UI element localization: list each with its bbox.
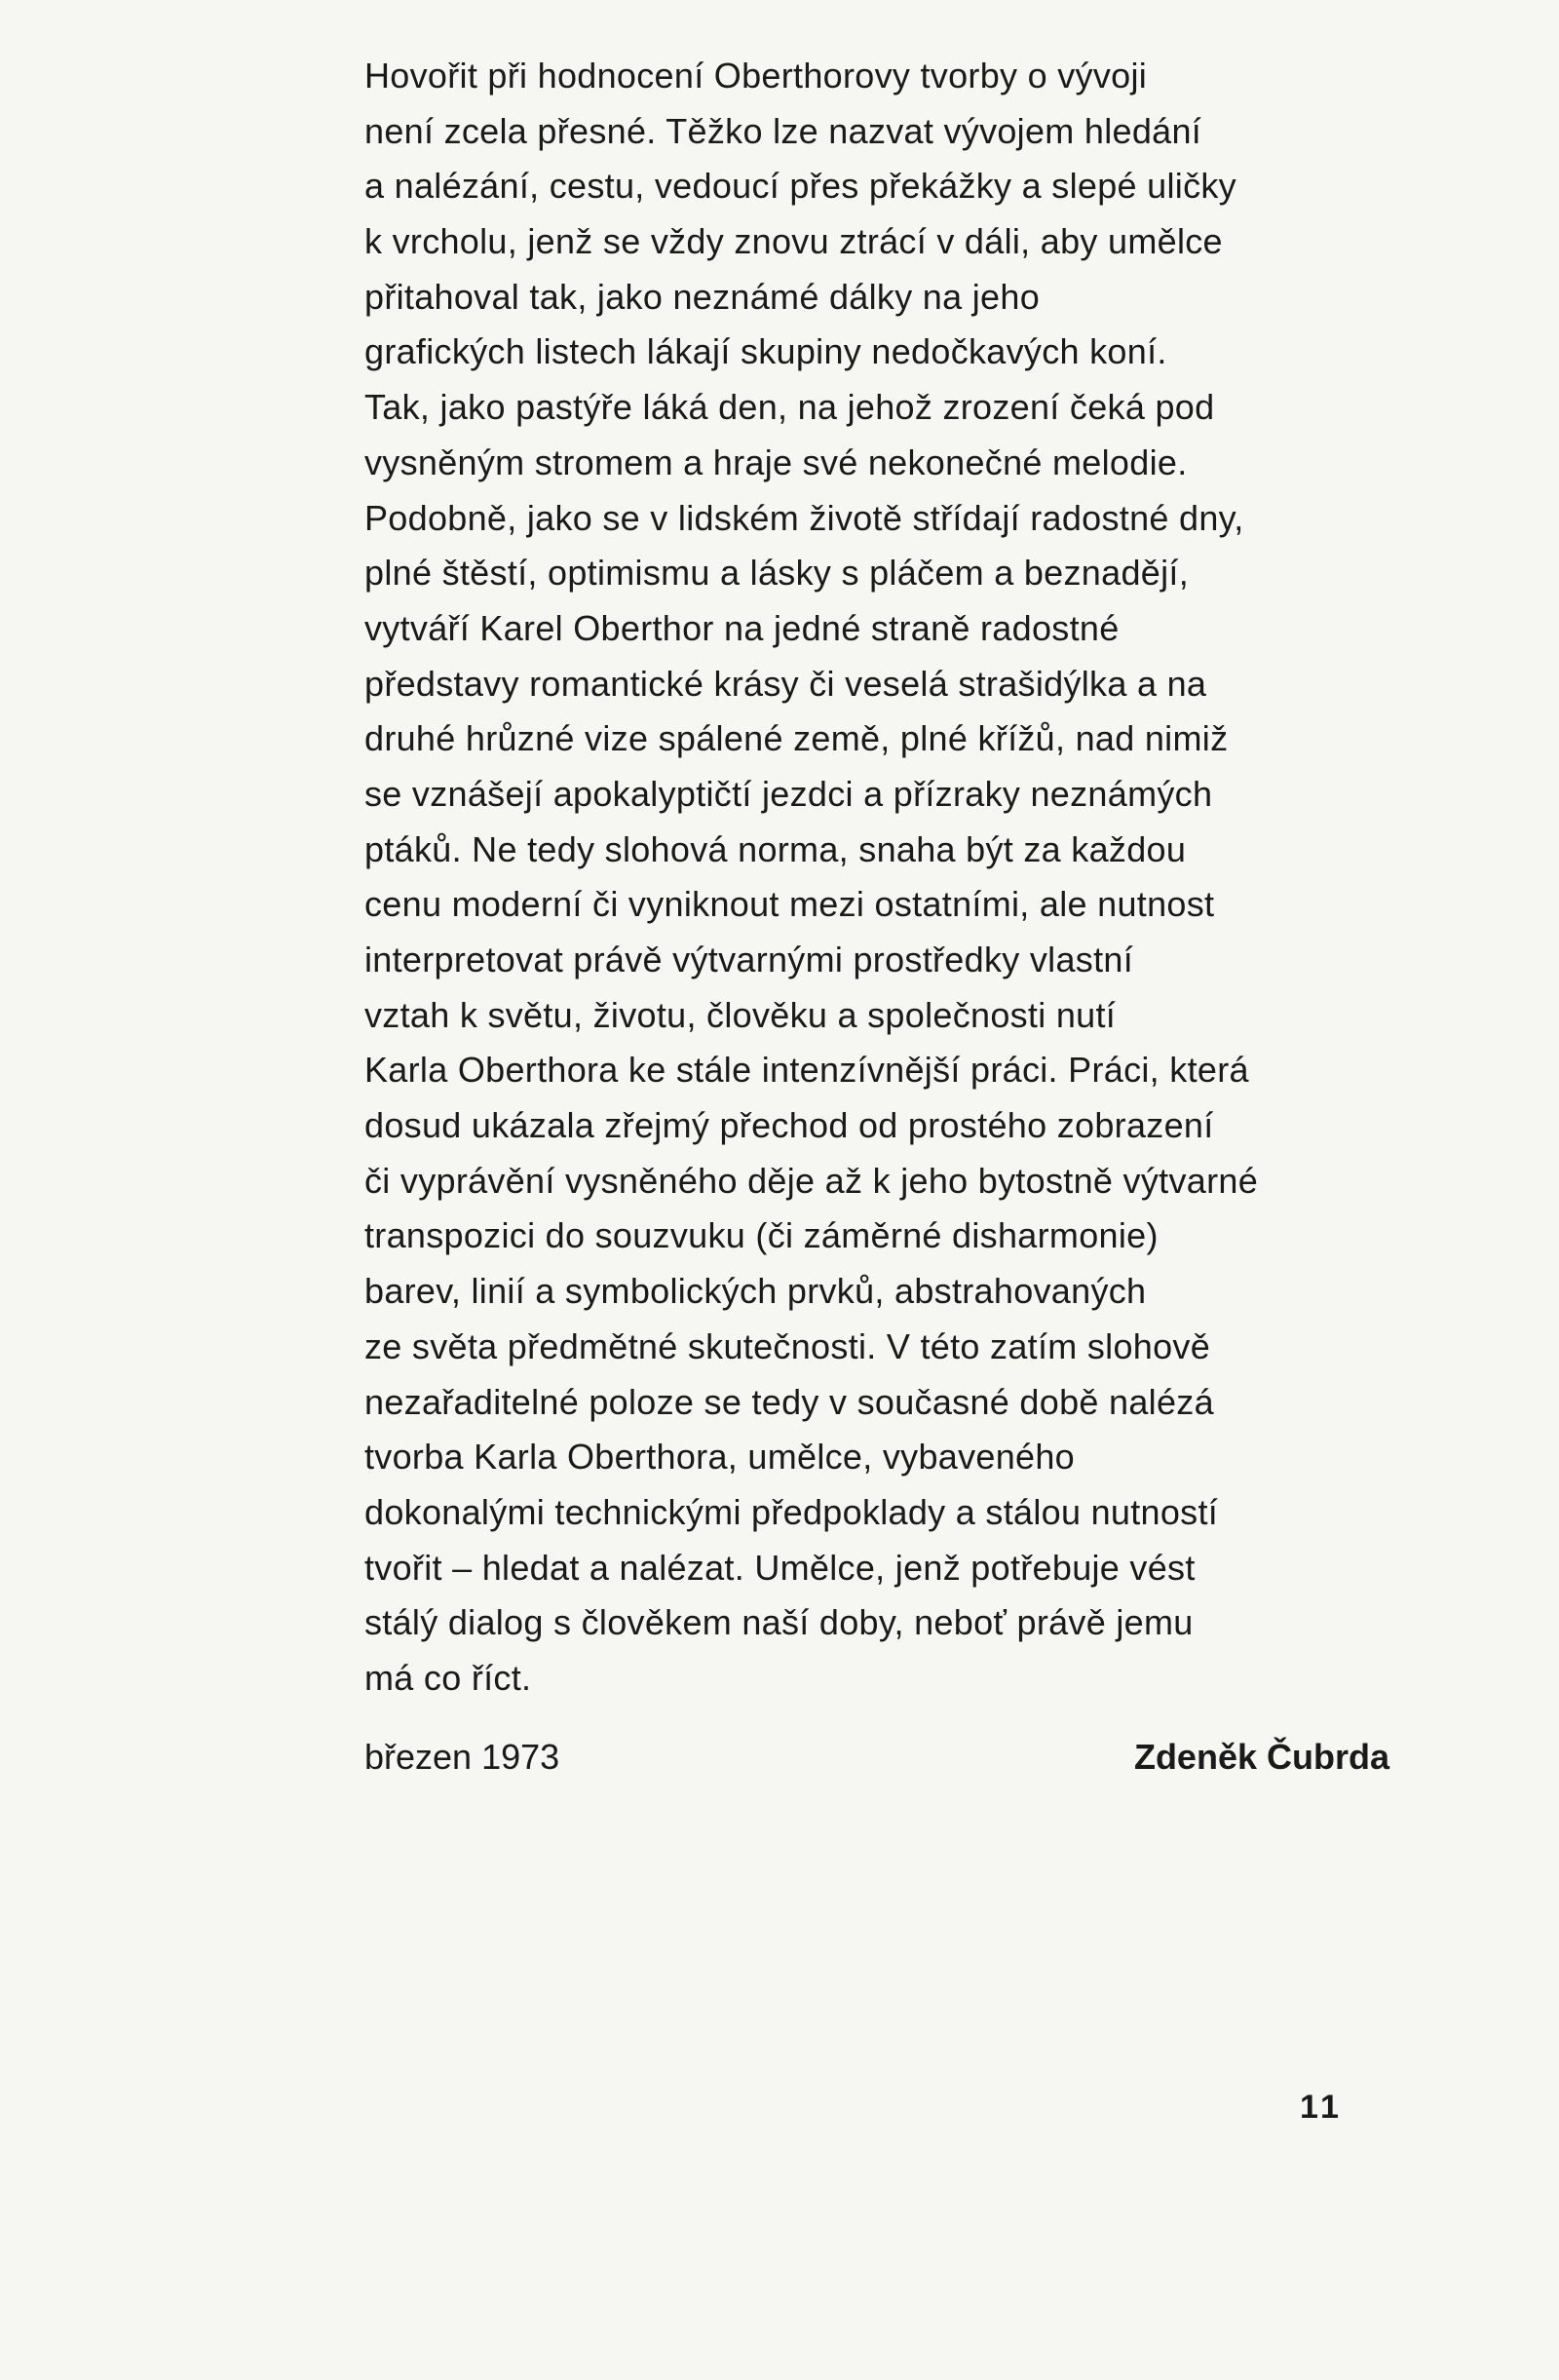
text-line: barev, linií a symbolických prvků, abstrahovaných bbox=[364, 1271, 1147, 1312]
text-line: vysněným stromem a hraje své nekonečné melodie. bbox=[364, 441, 1188, 482]
text-line: tvořit – hledat a nalézat. Umělce, jenž potřebuje vést bbox=[364, 1547, 1196, 1588]
text-line: či vyprávění vysněného děje až k jeho bytostně výtvarné bbox=[364, 1160, 1259, 1201]
text-line: plné štěstí, optimismu a lásky s pláčem a beznadějí, bbox=[364, 553, 1189, 594]
date: březen 1973 bbox=[364, 1737, 560, 1777]
text-line: dosud ukázala zřejmý přechod od prostého zobrazení bbox=[364, 1105, 1214, 1146]
essay-body bbox=[364, 49, 1417, 1707]
text-line: cenu moderní či vyniknout mezi ostatními, ale nutnost bbox=[364, 884, 1215, 925]
text-line: přitahoval tak, jako neznámé dálky na jeho bbox=[364, 276, 1041, 317]
text-line: Podobně, jako se v lidském životě střídají radostné dny, bbox=[364, 497, 1244, 538]
text-line: stálý dialog s člověkem naší doby, neboť právě jemu bbox=[364, 1602, 1194, 1643]
author-name: Zdeněk Čubrda bbox=[1133, 1737, 1389, 1777]
text-line: není zcela přesné. Těžko lze nazvat vývojem hledání bbox=[364, 110, 1202, 151]
text-line: se vznášejí apokalyptičtí jezdci a přízraky neznámých bbox=[364, 773, 1213, 814]
text-line: Tak, jako pastýře láká den, na jehož zrození čeká pod bbox=[364, 387, 1215, 428]
text-line: ptáků. Ne tedy slohová norma, snaha být za každou bbox=[364, 828, 1187, 869]
text-line: nezařaditelné poloze se tedy v současné době nalézá bbox=[364, 1381, 1214, 1422]
text-line: ze světa předmětné skutečnosti. V této zatím slohově bbox=[364, 1325, 1211, 1366]
text-line: dokonalými technickými předpoklady a stálou nutností bbox=[364, 1491, 1219, 1532]
signature-row bbox=[364, 1729, 1389, 1785]
text-line: k vrcholu, jenž se vždy znovu ztrácí v dáli, aby umělce bbox=[364, 221, 1223, 262]
text-line: vytváří Karel Oberthor na jedné straně radostné bbox=[364, 607, 1120, 648]
text-line: Karla Oberthora ke stále intenzívnější práci. Práci, která bbox=[364, 1050, 1249, 1091]
text-line: druhé hrůzné vize spálené země, plné křížů, nad nimiž bbox=[364, 718, 1229, 759]
text-line: interpretovat právě výtvarnými prostředky vlastní bbox=[364, 940, 1133, 979]
text-line: a nalézání, cestu, vedoucí přes překážky a slepé uličky bbox=[364, 166, 1236, 207]
text-line: Hovořit při hodnocení Oberthorovy tvorby o vývoji bbox=[364, 56, 1148, 96]
text-line: transpozici do souzvuku (či záměrné disharmonie) bbox=[364, 1215, 1159, 1256]
text-line: má co říct. bbox=[364, 1657, 532, 1698]
text-line: představy romantické krásy či veselá strašidýlka a na bbox=[364, 663, 1207, 704]
text-line: grafických listech lákají skupiny nedočkavých koní. bbox=[364, 331, 1167, 372]
text-line: vztah k světu, životu, člověku a společnosti nutí bbox=[364, 994, 1117, 1035]
page-number: 11 bbox=[1300, 2089, 1343, 2126]
text-line: tvorba Karla Oberthora, umělce, vybaveného bbox=[364, 1437, 1075, 1478]
